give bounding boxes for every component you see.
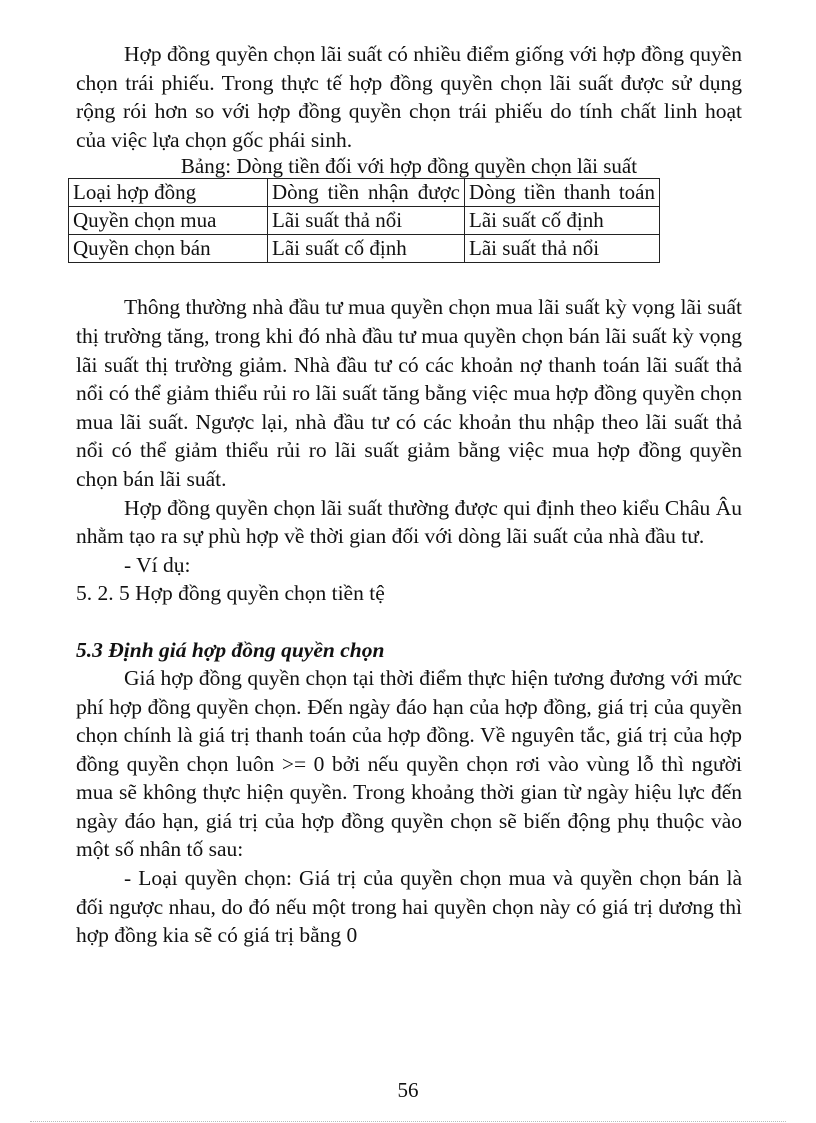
- table-row: [69, 207, 660, 235]
- table-cell: Lãi suất cố định: [268, 235, 465, 263]
- cash-flow-table: [68, 178, 660, 263]
- table-cell: Lãi suất cố định: [465, 207, 660, 235]
- table-caption: Bảng: Dòng tiền đối với hợp đồng quyền chọn lãi suất: [180, 154, 638, 179]
- table-header-cell: [465, 179, 660, 207]
- table-header-cell: [268, 179, 465, 207]
- paragraph-european-style: Hợp đồng quyền chọn lãi suất thường được qui định theo kiểu Châu Âu nhằm tạo ra sự phù hợp về thời gian đối với dòng lãi suất của nhà đầu tư.: [76, 495, 742, 549]
- header-paid-text: Dòng tiền thanh toán: [469, 180, 655, 205]
- table-row: [69, 235, 660, 263]
- example-line: - Ví dụ:: [124, 552, 191, 577]
- page-content: [73, 40, 742, 950]
- table-cell: Quyền chọn mua: [69, 207, 268, 235]
- table-cell: Quyền chọn bán: [69, 235, 268, 263]
- paragraph-option-valuation: Giá hợp đồng quyền chọn tại thời điểm thực hiện tương đương với mức phí hợp đồng quyền chọn. Đến ngày đáo hạn của hợp đồng, giá trị của quyền chọn chính là giá trị thanh toán của hợp đồng. Về nguyên tắc, giá trị của hợp đồng quyền chọn luôn >= 0 bởi nếu quyền chọn rơi vào vùng lỗ thì người mua sẽ không thực hiện quyền. Trong khoảng thời gian từ ngày hiệu lực đến ngày đáo hạn, giá trị của hợp đồng quyền chọn sẽ biến động phụ thuộc vào một số nhân tố sau:: [76, 665, 742, 862]
- table-header-row: [69, 179, 660, 207]
- page-bottom-divider: [30, 1121, 786, 1122]
- table-cell: Lãi suất thả nổi: [268, 207, 465, 235]
- bullet-option-type: - Loại quyền chọn: Giá trị của quyền chọn mua và quyền chọn bán là đối ngược nhau, do đó nếu một trong hai quyền chọn này có giá trị dương thì hợp đồng kia sẽ có giá trị bằng 0: [76, 866, 742, 948]
- intro-paragraph: Hợp đồng quyền chọn lãi suất có nhiều điểm giống với hợp đồng quyền chọn trái phiếu. Trong thực tế hợp đồng quyền chọn lãi suất được sử dụng rộng rói hơn so với hợp đồng quyền chọn trái phiếu do tính chất linh hoạt của việc lựa chọn gốc phái sinh.: [76, 42, 742, 152]
- section-heading: 5.3 Định giá hợp đồng quyền chọn: [76, 637, 385, 662]
- header-received-text: Dòng tiền nhận được: [272, 180, 461, 205]
- subsection-heading: 5. 2. 5 Hợp đồng quyền chọn tiền tệ: [76, 581, 385, 606]
- table-header-cell: Loại hợp đồng: [69, 179, 268, 207]
- paragraph-investor-expectations: Thông thường nhà đầu tư mua quyền chọn mua lãi suất kỳ vọng lãi suất thị trường tăng, trong khi đó nhà đầu tư mua quyền chọn bán lãi suất kỳ vọng lãi suất thị trường giảm. Nhà đầu tư có các khoản nợ thanh toán lãi suất thả nổi có thể giảm thiểu rủi ro lãi suất tăng bằng việc mua hợp đồng quyền chọn mua lãi suất. Ngược lại, nhà đầu tư có các khoản thu nhập theo lãi suất thả nổi có thể giảm thiểu rủi ro lãi suất giảm bằng việc mua hợp đồng quyền chọn bán lãi suất.: [76, 295, 742, 491]
- page-number: 56: [397, 1078, 419, 1102]
- table-cell: Lãi suất thả nổi: [465, 235, 660, 263]
